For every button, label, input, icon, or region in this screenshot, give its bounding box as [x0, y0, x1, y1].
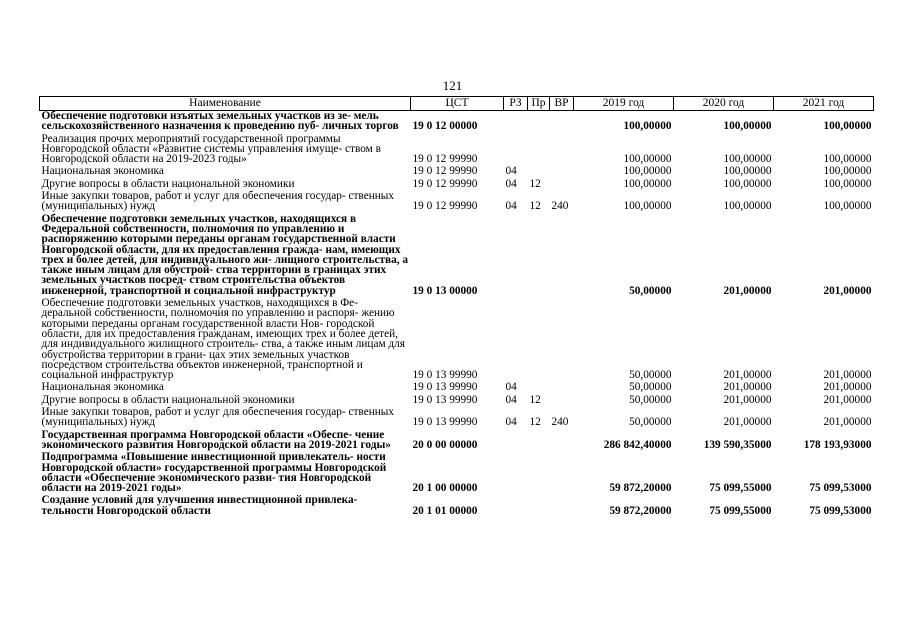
row-2019: 59 872,20000 — [609, 504, 672, 517]
table-row — [40, 296, 874, 380]
row-pr — [528, 164, 550, 176]
row-2020: 100,00000 — [723, 165, 772, 178]
row-pr — [528, 380, 550, 392]
row-2019: 100,00000 — [623, 200, 672, 213]
row-2021: 75 099,53000 — [809, 482, 872, 495]
row-2021: 178 193,93000 — [803, 438, 872, 451]
header-pr: Пр — [528, 97, 550, 111]
row-rz: 04 — [505, 165, 517, 178]
row-cst: 19 0 13 99990 — [412, 416, 478, 429]
row-vr: 240 — [551, 200, 569, 213]
row-2021: 201,00000 — [823, 416, 872, 429]
row-2019: 50,00000 — [629, 284, 672, 297]
row-name: Иные закупки товаров, работ и услуг для обеспечения государ- ственных (муниципальных) нужд — [41, 406, 395, 429]
row-2021: 100,00000 — [823, 177, 872, 190]
row-2020: 201,00000 — [723, 393, 772, 406]
row-2019: 100,00000 — [623, 120, 672, 133]
row-2020: 100,00000 — [723, 120, 772, 133]
row-rz — [504, 111, 528, 132]
row-2020: 75 099,55000 — [709, 482, 772, 495]
header-vr: ВР — [550, 97, 574, 111]
header-2019: 2019 год — [574, 97, 674, 111]
table-row — [40, 380, 874, 392]
row-vr — [550, 428, 574, 451]
table-row — [40, 428, 874, 451]
row-2021: 201,00000 — [823, 381, 872, 394]
row-2019: 286 842,40000 — [603, 438, 672, 451]
row-pr — [528, 212, 550, 296]
row-vr: 240 — [551, 416, 569, 429]
row-vr — [550, 177, 574, 189]
row-vr — [550, 164, 574, 176]
row-vr — [550, 212, 574, 296]
row-name: Создание условий для улучшения инвестиционной привлека- тельности Новгородской области — [41, 494, 358, 517]
header-2020: 2020 год — [674, 97, 774, 111]
table-row — [40, 189, 874, 212]
row-vr — [550, 450, 574, 493]
row-rz — [504, 132, 528, 165]
row-name: Подпрограмма «Повышение инвестиционной привлекатель- ности Новгородской области» государственной программы Новгородской области «Обеспечение экономического разви- тия Новгородской области на 2019-2021 годы» — [41, 451, 387, 495]
row-2020: 201,00000 — [723, 381, 772, 394]
table-row — [40, 450, 874, 493]
header-cst: ЦСТ — [411, 97, 504, 111]
row-cst: 19 0 13 99990 — [412, 393, 478, 406]
row-rz: 04 — [505, 200, 517, 213]
row-pr: 12 — [529, 177, 541, 190]
row-2021: 75 099,53000 — [809, 504, 872, 517]
row-pr — [528, 132, 550, 165]
row-2020: 75 099,55000 — [709, 504, 772, 517]
row-rz — [504, 428, 528, 451]
row-pr — [528, 296, 550, 380]
row-pr — [528, 111, 550, 132]
row-rz: 04 — [505, 177, 517, 190]
row-2019: 59 872,20000 — [609, 482, 672, 495]
row-cst: 19 0 12 99990 — [412, 165, 478, 178]
row-2021: 201,00000 — [823, 284, 872, 297]
table-row — [40, 393, 874, 405]
row-2019: 50,00000 — [629, 393, 672, 406]
table-row — [40, 493, 874, 516]
row-rz: 04 — [505, 381, 517, 394]
row-vr — [550, 380, 574, 392]
table-row — [40, 405, 874, 428]
row-cst: 19 0 13 99990 — [412, 381, 478, 394]
row-2019: 50,00000 — [629, 416, 672, 429]
row-2021: 100,00000 — [823, 200, 872, 213]
row-name: Национальная экономика — [41, 381, 164, 394]
row-pr: 12 — [529, 416, 541, 429]
row-cst: 20 0 00 00000 — [412, 438, 478, 451]
row-vr — [550, 393, 574, 405]
row-vr — [550, 132, 574, 165]
table-row — [40, 177, 874, 189]
row-2021: 100,00000 — [823, 165, 872, 178]
row-cst: 19 0 12 99990 — [412, 177, 478, 190]
row-rz — [504, 212, 528, 296]
row-2019: 100,00000 — [623, 165, 672, 178]
row-2020: 100,00000 — [723, 177, 772, 190]
row-2019: 50,00000 — [629, 369, 672, 382]
row-cst: 19 0 13 00000 — [412, 284, 478, 297]
row-name: Реализация прочих мероприятий государственной программы Новгородской области «Развитие системы управления имуще- ством в Новгородской области на 2019-2023 годы» — [41, 132, 381, 166]
row-2021: 201,00000 — [823, 369, 872, 382]
row-vr — [550, 493, 574, 516]
row-pr — [528, 428, 550, 451]
row-rz — [504, 296, 528, 380]
table-row — [40, 164, 874, 176]
row-rz: 04 — [505, 393, 517, 406]
table-row — [40, 111, 874, 132]
row-vr — [550, 296, 574, 380]
row-2019: 50,00000 — [629, 381, 672, 394]
row-name: Обеспечение подготовки земельных участков, находящихся в Фе- деральной собственности, полномочия по управлению и распоря- жению которыми переданы органам государственной власти Нов- городской области, для их предоставления гражданам, имеющих трех и более детей, для индивидуального жилищного строитель- ства, а также иным лицам для обустройства территории в грани- цах этих земельных участков посредством строительства объектов инженерной, транспортной и социальной инфраструктур — [41, 297, 406, 382]
row-name: Иные закупки товаров, работ и услуг для обеспечения государ- ственных (муниципальных) нужд — [41, 190, 395, 213]
row-rz — [504, 493, 528, 516]
row-name: Обеспечение подготовки изъятых земельных участков из зе- мель сельскохозяйственного назначения к проведению пуб- личных торгов — [41, 110, 399, 133]
header-2021: 2021 год — [774, 97, 874, 111]
row-cst: 19 0 12 99990 — [412, 200, 478, 213]
row-2020: 201,00000 — [723, 284, 772, 297]
table-row — [40, 212, 874, 296]
row-2020: 201,00000 — [723, 416, 772, 429]
row-pr — [528, 450, 550, 493]
row-cst: 19 0 12 00000 — [412, 120, 478, 133]
budget-table — [39, 96, 874, 516]
row-2019: 100,00000 — [623, 177, 672, 190]
row-name: Государственная программа Новгородской области «Обеспе- чение экономического развития Новгородской области на 2019-2021 годы» — [41, 428, 391, 451]
row-2021: 201,00000 — [823, 393, 872, 406]
row-2021: 100,00000 — [823, 120, 872, 133]
row-2019: 100,00000 — [623, 153, 672, 166]
row-rz — [504, 450, 528, 493]
row-2020: 100,00000 — [723, 200, 772, 213]
row-cst: 19 0 12 99990 — [412, 153, 478, 166]
row-pr — [528, 493, 550, 516]
row-rz: 04 — [505, 416, 517, 429]
row-name: Другие вопросы в области национальной экономики — [41, 177, 295, 190]
row-cst: 20 1 00 00000 — [412, 482, 478, 495]
header-rz: РЗ — [504, 97, 528, 111]
table-header-row — [40, 97, 874, 111]
page-number: 121 — [442, 78, 463, 93]
table-row — [40, 132, 874, 165]
row-pr: 12 — [529, 393, 541, 406]
row-cst: 20 1 01 00000 — [412, 504, 478, 517]
row-name: Национальная экономика — [41, 165, 164, 178]
row-name: Другие вопросы в области национальной экономики — [41, 393, 295, 406]
row-2021: 100,00000 — [823, 153, 872, 166]
row-vr — [550, 111, 574, 132]
header-name: Наименование — [40, 97, 411, 111]
row-2020: 201,00000 — [723, 369, 772, 382]
row-pr: 12 — [529, 200, 541, 213]
row-2020: 139 590,35000 — [703, 438, 772, 451]
row-cst: 19 0 13 99990 — [412, 369, 478, 382]
row-2020: 100,00000 — [723, 153, 772, 166]
row-name: Обеспечение подготовки земельных участков, находящихся в Федеральной собственности, полномочия по управлению и распоряжению которыми переданы органам государственной власти Новгородской области, для их предоставления гражда- нам, имеющих трех и более детей, для индивидуального жи- лищного строительства, а также иным лицам для обустрой- ства территории в границах этих земельных участков посред- ством строительства объектов инженерной, транспортной и социальной инфраструктур — [41, 212, 409, 297]
